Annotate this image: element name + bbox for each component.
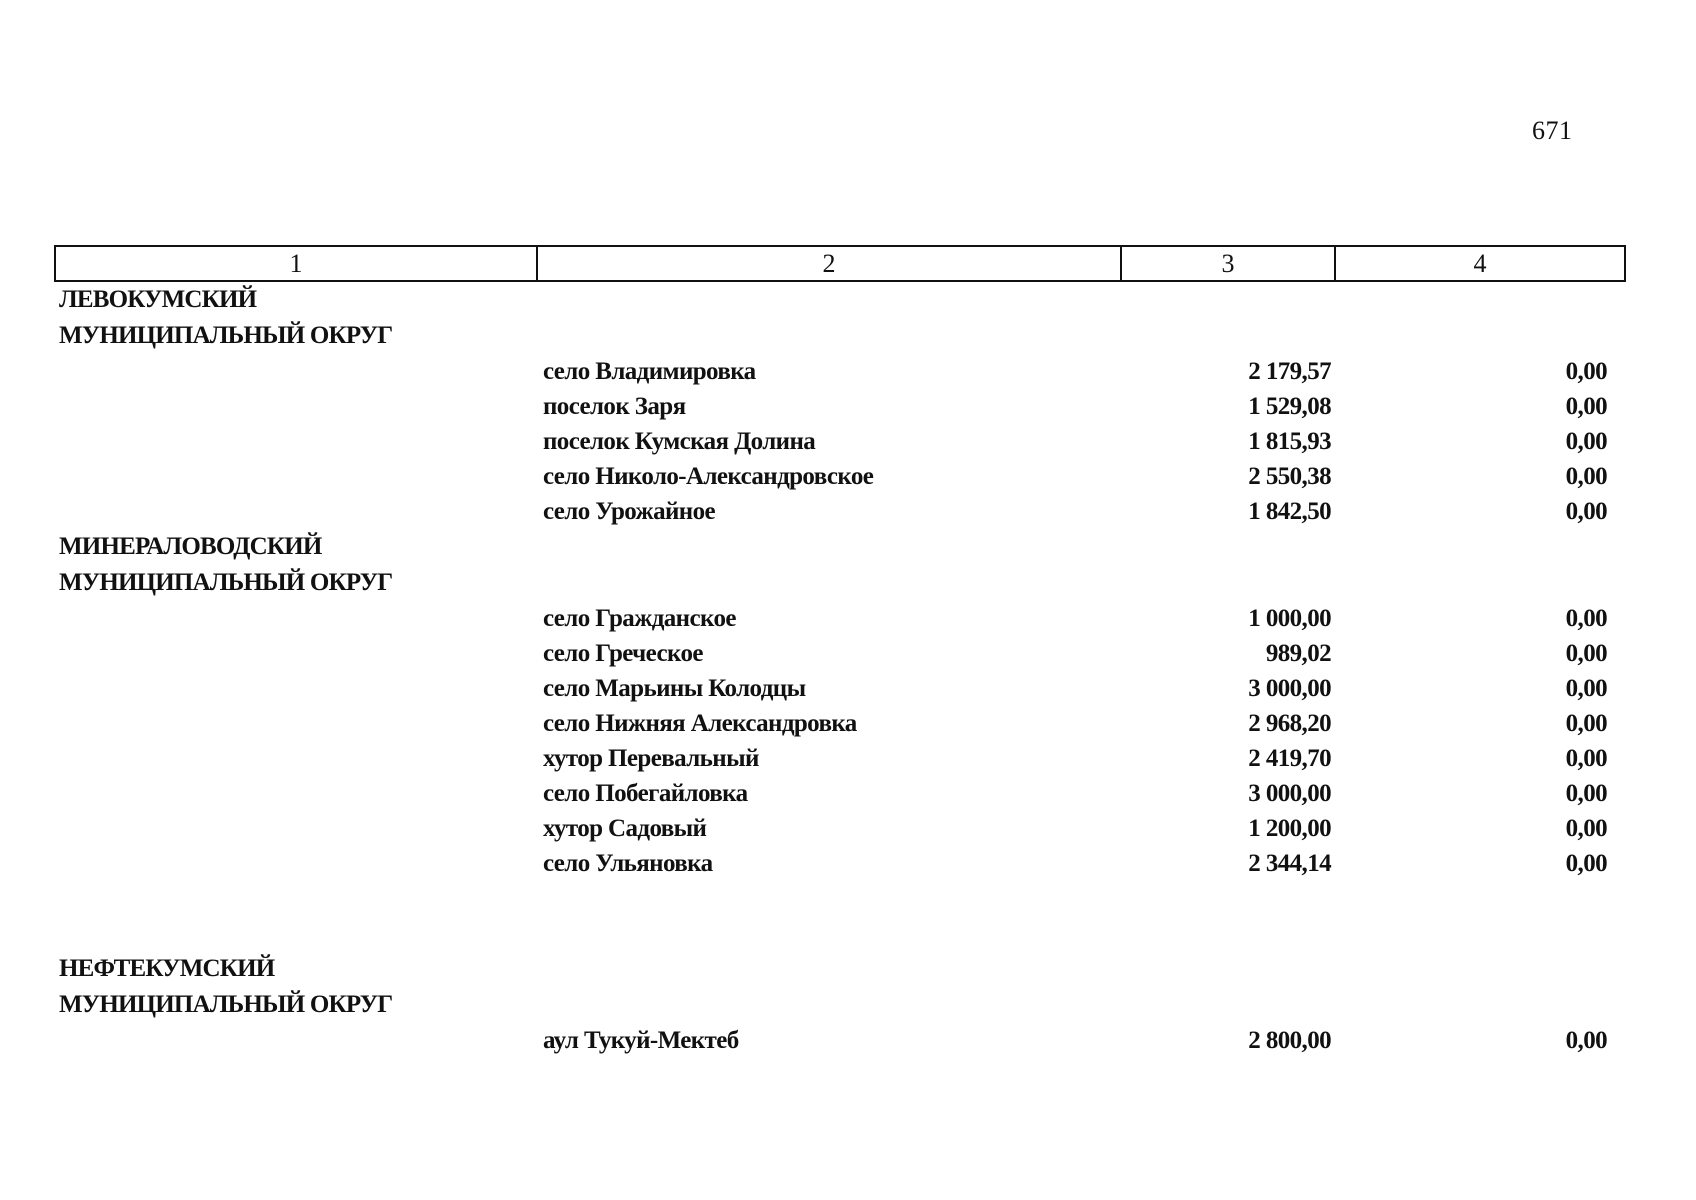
settlement-name: село Николо-Александровское <box>543 463 874 490</box>
value-col3: 1 200,00 <box>1248 815 1331 842</box>
district-name-line2: МУНИЦИПАЛЬНЫЙ ОКРУГ <box>59 569 393 596</box>
district-name-line1: МИНЕРАЛОВОДСКИЙ <box>59 533 322 560</box>
table-row <box>55 846 1625 881</box>
value-col4: 0,00 <box>1565 393 1607 420</box>
settlement-name: село Урожайное <box>543 498 715 525</box>
settlement-name: село Побегайловка <box>543 780 748 807</box>
table-row <box>55 811 1625 846</box>
spacer-row <box>55 881 1625 951</box>
settlement-name: село Нижняя Александровка <box>543 710 857 737</box>
table-row <box>55 1023 1625 1058</box>
district-row <box>55 529 1625 565</box>
table-row <box>55 776 1625 811</box>
value-col3: 2 550,38 <box>1248 463 1331 490</box>
value-col3: 2 800,00 <box>1248 1027 1331 1054</box>
table-row <box>55 601 1625 636</box>
value-col3: 1 815,93 <box>1248 428 1331 455</box>
column-header-4: 4 <box>1335 246 1625 281</box>
settlement-name: хутор Перевальный <box>543 745 759 772</box>
value-col4: 0,00 <box>1565 850 1607 877</box>
table-row <box>55 671 1625 706</box>
value-col4: 0,00 <box>1565 815 1607 842</box>
value-col3: 989,02 <box>1265 640 1331 667</box>
value-col4: 0,00 <box>1565 463 1607 490</box>
settlement-name: село Греческое <box>543 640 703 667</box>
value-col4: 0,00 <box>1565 605 1607 632</box>
district-row <box>55 281 1625 318</box>
district-name-line2: МУНИЦИПАЛЬНЫЙ ОКРУГ <box>59 991 393 1018</box>
value-col3: 1 529,08 <box>1248 393 1331 420</box>
settlement-name: аул Тукуй-Мектеб <box>543 1027 739 1054</box>
value-col4: 0,00 <box>1565 710 1607 737</box>
value-col4: 0,00 <box>1565 498 1607 525</box>
value-col4: 0,00 <box>1565 745 1607 772</box>
district-row <box>55 987 1625 1023</box>
table-row <box>55 424 1625 459</box>
value-col4: 0,00 <box>1565 640 1607 667</box>
table-row <box>55 741 1625 776</box>
settlement-name: село Ульяновка <box>543 850 713 877</box>
settlement-name: поселок Кумская Долина <box>543 428 816 455</box>
district-name-line1: ЛЕВОКУМСКИЙ <box>59 286 257 313</box>
settlement-name: село Марьины Колодцы <box>543 675 806 702</box>
value-col3: 2 344,14 <box>1248 850 1331 877</box>
value-col3: 3 000,00 <box>1248 780 1331 807</box>
table-row <box>55 354 1625 389</box>
district-name-line1: НЕФТЕКУМСКИЙ <box>59 955 275 982</box>
value-col4: 0,00 <box>1565 675 1607 702</box>
table-header-row <box>55 246 1625 281</box>
value-col4: 0,00 <box>1565 1027 1607 1054</box>
district-name-line2: МУНИЦИПАЛЬНЫЙ ОКРУГ <box>59 322 393 349</box>
settlement-name: село Гражданское <box>543 605 736 632</box>
value-col3: 2 419,70 <box>1248 745 1331 772</box>
table-row <box>55 459 1625 494</box>
column-header-1: 1 <box>55 246 537 281</box>
settlement-name: хутор Садовый <box>543 815 707 842</box>
page-number: 671 <box>1532 116 1573 145</box>
district-row <box>55 565 1625 601</box>
table-row <box>55 706 1625 741</box>
settlement-name: поселок Заря <box>543 393 686 420</box>
value-col3: 2 179,57 <box>1248 358 1331 385</box>
table-row <box>55 494 1625 529</box>
value-col3: 1 000,00 <box>1248 605 1331 632</box>
district-row <box>55 318 1625 354</box>
table-row <box>55 389 1625 424</box>
value-col4: 0,00 <box>1565 428 1607 455</box>
value-col3: 3 000,00 <box>1248 675 1331 702</box>
column-header-3: 3 <box>1121 246 1335 281</box>
district-row <box>55 951 1625 987</box>
value-col3: 1 842,50 <box>1248 498 1331 525</box>
table-row <box>55 636 1625 671</box>
document-table <box>54 245 1626 1058</box>
value-col4: 0,00 <box>1565 358 1607 385</box>
value-col4: 0,00 <box>1565 780 1607 807</box>
value-col3: 2 968,20 <box>1248 710 1331 737</box>
column-header-2: 2 <box>537 246 1121 281</box>
settlement-name: село Владимировка <box>543 358 756 385</box>
